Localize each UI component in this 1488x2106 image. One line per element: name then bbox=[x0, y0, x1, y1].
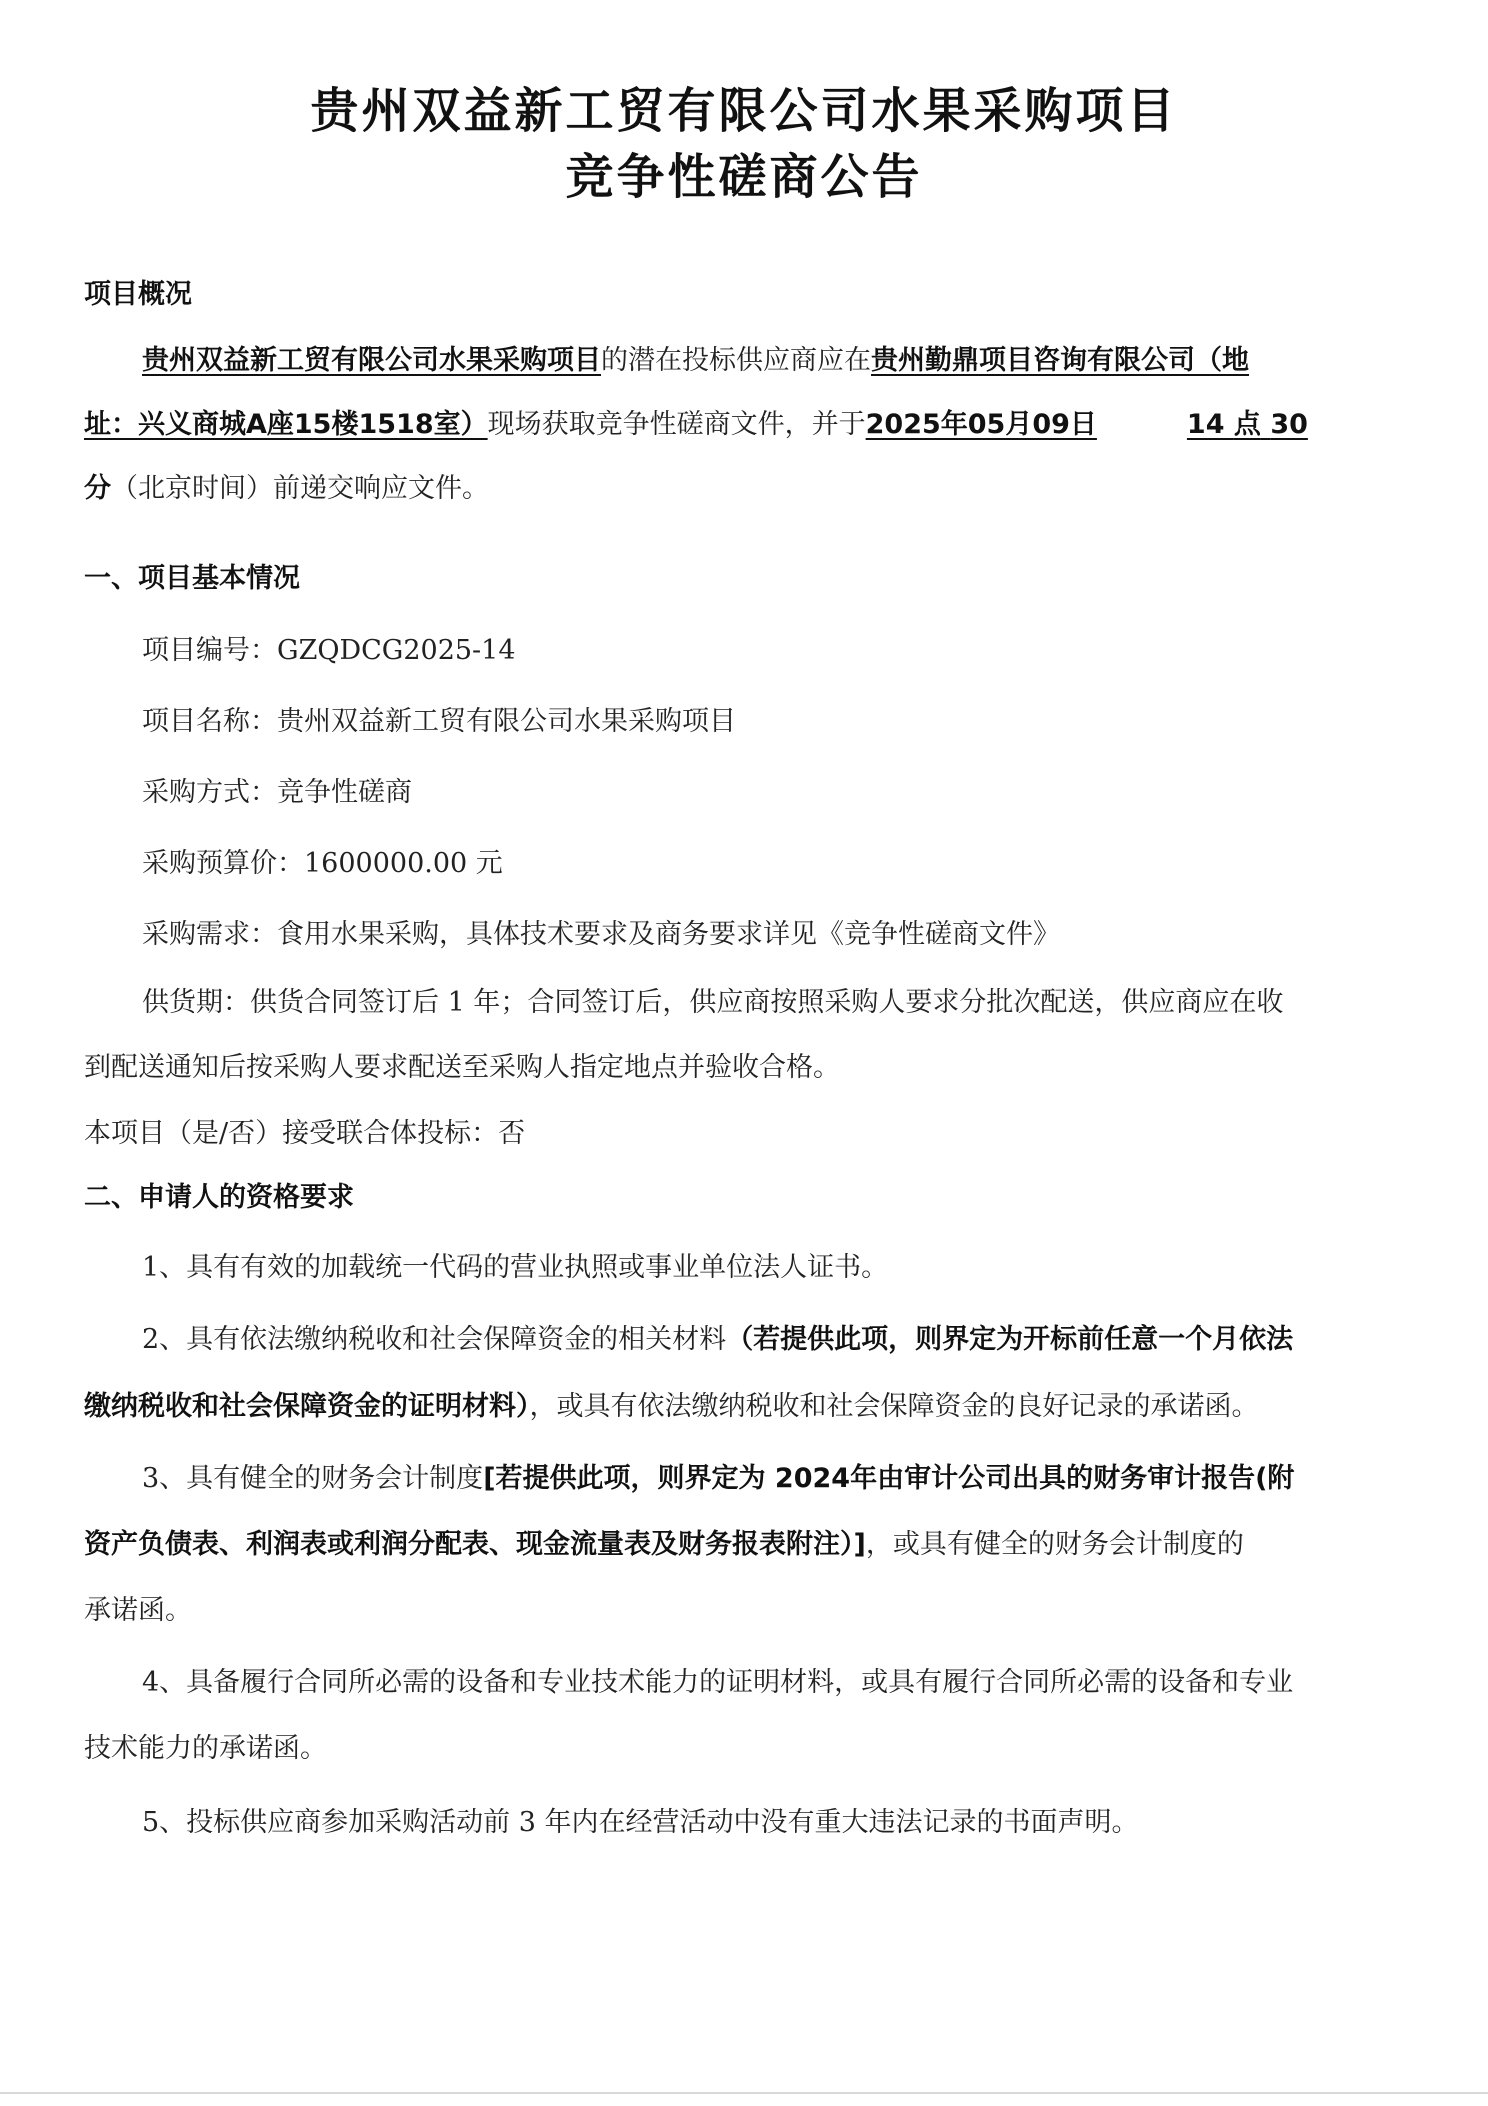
qualification-item-3-line2 bbox=[84, 1522, 1244, 1561]
deadline-dian: 点 bbox=[1233, 409, 1261, 440]
overview-line-1 bbox=[142, 338, 1249, 377]
qualification-item-4-line1: 4、具备履行合同所必需的设备和专业技术能力的证明材料，或具有履行合同所必需的设备和专业 bbox=[142, 1667, 1294, 1698]
overview-agency-address: 址：兴义商城A座15楼1518室） bbox=[84, 409, 488, 440]
item3-text-cont: ，或具有健全的财务会计制度的 bbox=[865, 1529, 1244, 1560]
overview-line-2 bbox=[84, 402, 1308, 441]
document-title-line2: 竞争性磋商公告 bbox=[565, 149, 923, 205]
item2-text: 2、具有依法缴纳税收和社会保障资金的相关材料 bbox=[142, 1324, 727, 1355]
deadline-minute: 30 bbox=[1270, 409, 1308, 440]
item2-bold-cont: 缴纳税收和社会保障资金的证明材料） bbox=[84, 1391, 530, 1422]
item2-bold: （若提供此项，则界定为开标前任意一个月依法 bbox=[726, 1324, 1294, 1355]
procurement-budget: 采购预算价：1600000.00 元 bbox=[142, 848, 503, 879]
overview-project-name: 贵州双益新工贸有限公司水果采购项目 bbox=[142, 345, 601, 376]
section1-heading: 一、项目基本情况 bbox=[84, 563, 300, 594]
qualification-item-3-line3: 承诺函。 bbox=[84, 1595, 192, 1626]
qualification-item-2-line2 bbox=[84, 1384, 1259, 1423]
delivery-period-line2: 到配送通知后按采购人要求配送至采购人指定地点并验收合格。 bbox=[84, 1052, 840, 1083]
qualification-item-3-line1 bbox=[142, 1456, 1294, 1495]
consortium-bid: 本项目（是/否）接受联合体投标：否 bbox=[84, 1118, 526, 1149]
overview-heading: 项目概况 bbox=[84, 279, 192, 310]
overview-agency: 贵州勤鼎项目咨询有限公司（地 bbox=[871, 345, 1249, 376]
overview-text-3: （北京时间）前递交响应文件。 bbox=[111, 473, 489, 504]
item3-bold-cont: 资产负债表、利润表或利润分配表、现金流量表及财务报表附注）] bbox=[84, 1529, 866, 1560]
qualification-item-4-line2: 技术能力的承诺函。 bbox=[84, 1733, 327, 1764]
overview-text-1: 的潜在投标供应商应在 bbox=[601, 345, 871, 376]
deadline-fen: 分 bbox=[84, 473, 111, 504]
overview-line-3 bbox=[84, 466, 489, 505]
delivery-period-line1: 供货期：供货合同签订后 1 年；合同签订后，供应商按照采购人要求分批次配送，供应商应在收 bbox=[142, 987, 1284, 1018]
project-name: 项目名称：贵州双益新工贸有限公司水果采购项目 bbox=[142, 706, 736, 737]
item3-bold: [若提供此项，则界定为 2024年由审计公司出具的财务审计报告(附 bbox=[483, 1463, 1295, 1494]
qualification-item-5: 5、投标供应商参加采购活动前 3 年内在经营活动中没有重大违法记录的书面声明。 bbox=[142, 1807, 1139, 1838]
document-title-line1: 贵州双益新工贸有限公司水果采购项目 bbox=[310, 83, 1178, 139]
overview-deadline bbox=[866, 409, 1308, 440]
item2-text-cont: ，或具有依法缴纳税收和社会保障资金的良好记录的承诺函。 bbox=[529, 1391, 1259, 1422]
procurement-method: 采购方式：竞争性磋商 bbox=[142, 777, 412, 808]
project-number: 项目编号：GZQDCG2025-14 bbox=[142, 635, 516, 666]
deadline-hour: 14 bbox=[1186, 409, 1225, 440]
overview-text-2: 现场获取竞争性磋商文件，并于 bbox=[487, 409, 866, 440]
qualification-item-2-line1 bbox=[142, 1317, 1293, 1356]
section2-heading: 二、申请人的资格要求 bbox=[84, 1182, 354, 1213]
page-bottom-edge bbox=[0, 2092, 1488, 2094]
item3-text: 3、具有健全的财务会计制度 bbox=[142, 1463, 484, 1494]
procurement-requirement: 采购需求：食用水果采购，具体技术要求及商务要求详见《竞争性磋商文件》 bbox=[142, 919, 1060, 950]
qualification-item-1: 1、具有有效的加载统一代码的营业执照或事业单位法人证书。 bbox=[142, 1252, 889, 1283]
deadline-date: 2025年05月09日 bbox=[865, 409, 1097, 440]
